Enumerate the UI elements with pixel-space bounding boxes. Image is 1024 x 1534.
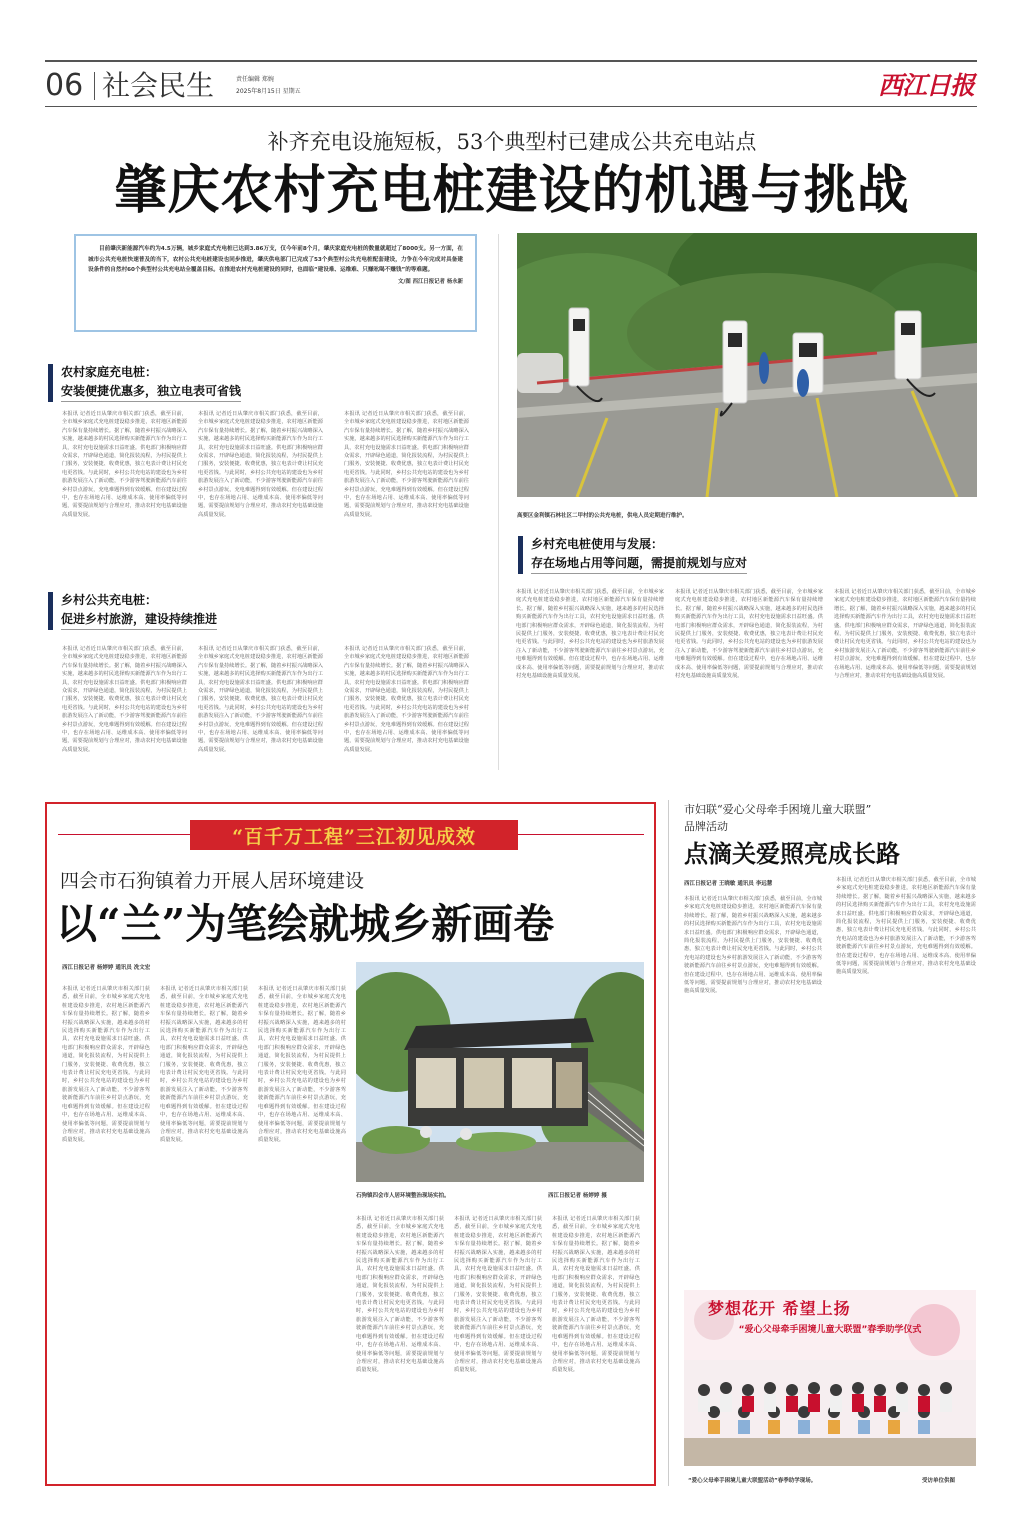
feature-col-3: 本报讯 记者近日从肇庆市相关部门获悉，截至目前，全市城乡家庭式充电桩建设稳步推进，农村地区新能源汽车保有量持续增长。据了解，随着乡村振兴战略深入实施，越来越多的村民选择购买新能源汽车作为出行工具，农村充电设施需求日益旺盛。供电部门积极响应群众需求，开辟绿色通道，简化报装流程，为村民提供上门服务，安装便捷、收费优惠，独立电表计费让村民充电更省钱。与此同时，乡村公共充电站的建设也为乡村旅游发展注入了新动能，不少游客驾驶新能源汽车前往乡村景点游玩，充电难题得到有效缓解。但在建设过程中，也存在场地占用、运维成本高、使用率偏低等问题，需要提前规划与合理应对，推动农村充电基础设施高质量发展。 (258, 986, 346, 1144)
section-head-usage-l2: 存在场地占用等问题，需提前规划与应对 (531, 555, 747, 574)
section-head-home-l1: 农村家庭充电桩： (61, 365, 158, 379)
feature-col-6: 本报讯 记者近日从肇庆市相关部门获悉，截至目前，全市城乡家庭式充电桩建设稳步推进，农村地区新能源汽车保有量持续增长。据了解，随着乡村振兴战略深入实施，越来越多的村民选择购买新能源汽车作为出行工具，农村充电设施需求日益旺盛。供电部门积极响应群众需求，开辟绿色通道，简化报装流程，为村民提供上门服务，安装便捷、收费优惠，独立电表计费让村民充电更省钱。与此同时，乡村公共充电站的建设也为乡村旅游发展注入了新动能，不少游客驾驶新能源汽车前往乡村景点游玩，充电难题得到有效缓解。但在建设过程中，也存在场地占用、运维成本高、使用率偏低等问题，需要提前规划与合理应对，推动农村充电基础设施高质量发展。 (552, 1216, 640, 1374)
date-line: 2025年8月15日 星期五 (236, 88, 301, 95)
side-photo-banner-2: “爱心父母牵手困境儿童大联盟”春季助学仪式 (738, 1325, 922, 1335)
section-head-home-l2: 安装便捷优惠多，独立电表可省钱 (61, 383, 241, 402)
lead-byline: 文/图 西江日报记者 杨永新 (397, 278, 463, 285)
editor-line: 责任编辑 郑婉 (236, 76, 274, 83)
feature-banner-line-right (518, 834, 644, 835)
lead-summary: 目前肇庆新能源汽车约为4.5万辆，城乡家庭式充电桩已达到3.86万支，仅今年前8个月，肇庆家庭充电桩的数量就超过了8000支。另一方面，在城市公共充电桩快速普及的当下，农村公共充电桩建设也同步推进，肇庆供电部门已完成了53个典型村公共充电桩配套建设，力争在今年完成对具备建设条件的自然村60个典型村公共充电站全覆盖目标。在推进农村充电桩建设的同时，也面临“建设难、运维难、只赚吆喝不赚钱”的等难题。 (88, 246, 463, 273)
section-head-usage (518, 536, 747, 574)
page-number: 06 (45, 68, 84, 103)
feature-kicker: 四会市石狗镇着力开展人居环境建设 (60, 870, 365, 892)
section-head-home (48, 364, 241, 402)
feature-banner-line-left (58, 834, 190, 835)
side-photo-credit: 受访单位供图 (922, 1478, 956, 1484)
section-head-public-l1: 乡村公共充电桩： (61, 593, 158, 607)
feature-banner (190, 820, 518, 850)
side-photo-banner-1: 梦想花开 希望上扬 (708, 1299, 851, 1318)
feature-col-4: 本报讯 记者近日从肇庆市相关部门获悉，截至目前，全市城乡家庭式充电桩建设稳步推进，农村地区新能源汽车保有量持续增长。据了解，随着乡村振兴战略深入实施，越来越多的村民选择购买新能源汽车作为出行工具，农村充电设施需求日益旺盛。供电部门积极响应群众需求，开辟绿色通道，简化报装流程，为村民提供上门服务，安装便捷、收费优惠，独立电表计费让村民充电更省钱。与此同时，乡村公共充电站的建设也为乡村旅游发展注入了新动能，不少游客驾驶新能源汽车前往乡村景点游玩，充电难题得到有效缓解。但在建设过程中，也存在场地占用、运维成本高、使用率偏低等问题，需要提前规划与合理应对，推动农村充电基础设施高质量发展。 (356, 1216, 444, 1374)
section-title: 社会民生 (102, 69, 215, 102)
masthead-divider (94, 72, 95, 100)
side-kicker-2: 品牌活动 (684, 820, 728, 833)
lead-col-7: 本报讯 记者近日从肇庆市相关部门获悉，截至目前，全市城乡家庭式充电桩建设稳步推进，农村地区新能源汽车保有量持续增长。据了解，随着乡村振兴战略深入实施，越来越多的村民选择购买新能源汽车作为出行工具，农村充电设施需求日益旺盛。供电部门积极响应群众需求，开辟绿色通道，简化报装流程，为村民提供上门服务，安装便捷、收费优惠，独立电表计费让村民充电更省钱。与此同时，乡村公共充电站的建设也为乡村旅游发展注入了新动能，不少游客驾驶新能源汽车前往乡村景点游玩，充电难题得到有效缓解。但在建设过程中，也存在场地占用、运维成本高、使用率偏低等问题，需要提前规划与合理应对，推动农村充电基础设施高质量发展。 (516, 589, 664, 680)
lead-photo-caption: 高要区金利镇石林社区二甲村的公共充电桩，供电人员定期进行维护。 (517, 513, 688, 519)
side-col-2: 本报讯 记者近日从肇庆市相关部门获悉，截至目前，全市城乡家庭式充电桩建设稳步推进，农村地区新能源汽车保有量持续增长。据了解，随着乡村振兴战略深入实施，越来越多的村民选择购买新能源汽车作为出行工具，农村充电设施需求日益旺盛。供电部门积极响应群众需求，开辟绿色通道，简化报装流程，为村民提供上门服务，安装便捷、收费优惠，独立电表计费让村民充电更省钱。与此同时，乡村公共充电站的建设也为乡村旅游发展注入了新动能，不少游客驾驶新能源汽车前往乡村景点游玩，充电难题得到有效缓解。但在建设过程中，也存在场地占用、运维成本高、使用率偏低等问题，需要提前规划与合理应对，推动农村充电基础设施高质量发展。 (836, 877, 976, 976)
masthead-top-rule (45, 60, 977, 62)
feature-photo-credit: 西江日报记者 杨婷婷 摄 (548, 1193, 607, 1199)
section-head-usage-l1: 乡村充电桩使用与发展： (531, 537, 664, 551)
lead-headline: 肇庆农村充电桩建设的机遇与挑战 (114, 160, 910, 221)
column-rule-side (668, 800, 669, 1486)
lead-col-8: 本报讯 记者近日从肇庆市相关部门获悉，截至目前，全市城乡家庭式充电桩建设稳步推进，农村地区新能源汽车保有量持续增长。据了解，随着乡村振兴战略深入实施，越来越多的村民选择购买新能源汽车作为出行工具，农村充电设施需求日益旺盛。供电部门积极响应群众需求，开辟绿色通道，简化报装流程，为村民提供上门服务，安装便捷、收费优惠，独立电表计费让村民充电更省钱。与此同时，乡村公共充电站的建设也为乡村旅游发展注入了新动能，不少游客驾驶新能源汽车前往乡村景点游玩，充电难题得到有效缓解。但在建设过程中，也存在场地占用、运维成本高、使用率偏低等问题，需要提前规划与合理应对，推动农村充电基础设施高质量发展。 (675, 589, 823, 680)
masthead-bottom-rule (45, 106, 977, 107)
lead-col-9: 本报讯 记者近日从肇庆市相关部门获悉，截至目前，全市城乡家庭式充电桩建设稳步推进，农村地区新能源汽车保有量持续增长。据了解，随着乡村振兴战略深入实施，越来越多的村民选择购买新能源汽车作为出行工具，农村充电设施需求日益旺盛。供电部门积极响应群众需求，开辟绿色通道，简化报装流程，为村民提供上门服务，安装便捷、收费优惠，独立电表计费让村民充电更省钱。与此同时，乡村公共充电站的建设也为乡村旅游发展注入了新动能，不少游客驾驶新能源汽车前往乡村景点游玩，充电难题得到有效缓解。但在建设过程中，也存在场地占用、运维成本高、使用率偏低等问题，需要提前规划与合理应对，推动农村充电基础设施高质量发展。 (834, 589, 976, 680)
section-head-public-l2: 促进乡村旅游，建设持续推进 (61, 611, 217, 630)
lead-col-1: 本报讯 记者近日从肇庆市相关部门获悉，截至目前，全市城乡家庭式充电桩建设稳步推进，农村地区新能源汽车保有量持续增长。据了解，随着乡村振兴战略深入实施，越来越多的村民选择购买新能源汽车作为出行工具，农村充电设施需求日益旺盛。供电部门积极响应群众需求，开辟绿色通道，简化报装流程，为村民提供上门服务，安装便捷、收费优惠，独立电表计费让村民充电更省钱。与此同时，乡村公共充电站的建设也为乡村旅游发展注入了新动能，不少游客驾驶新能源汽车前往乡村景点游玩，充电难题得到有效缓解。但在建设过程中，也存在场地占用、运维成本高、使用率偏低等问题，需要提前规划与合理应对，推动农村充电基础设施高质量发展。 (62, 411, 187, 518)
side-col-1: 本报讯 记者近日从肇庆市相关部门获悉，截至目前，全市城乡家庭式充电桩建设稳步推进，农村地区新能源汽车保有量持续增长。据了解，随着乡村振兴战略深入实施，越来越多的村民选择购买新能源汽车作为出行工具，农村充电设施需求日益旺盛。供电部门积极响应群众需求，开辟绿色通道，简化报装流程，为村民提供上门服务，安装便捷、收费优惠，独立电表计费让村民充电更省钱。与此同时，乡村公共充电站的建设也为乡村旅游发展注入了新动能，不少游客驾驶新能源汽车前往乡村景点游玩，充电难题得到有效缓解。但在建设过程中，也存在场地占用、运维成本高、使用率偏低等问题，需要提前规划与合理应对，推动农村充电基础设施高质量发展。 (684, 896, 822, 995)
feature-photo-caption: 石狗镇四会市人居环境整治现场实拍。 (356, 1193, 450, 1199)
feature-byline: 西江日报记者 杨婷婷 通讯员 冼文宏 (62, 965, 151, 971)
side-photo-caption: “爱心父母牵手困境儿童大联盟活动”春季助学现场。 (688, 1478, 817, 1484)
lead-col-5: 本报讯 记者近日从肇庆市相关部门获悉，截至目前，全市城乡家庭式充电桩建设稳步推进，农村地区新能源汽车保有量持续增长。据了解，随着乡村振兴战略深入实施，越来越多的村民选择购买新能源汽车作为出行工具，农村充电设施需求日益旺盛。供电部门积极响应群众需求，开辟绿色通道，简化报装流程，为村民提供上门服务，安装便捷、收费优惠，独立电表计费让村民充电更省钱。与此同时，乡村公共充电站的建设也为乡村旅游发展注入了新动能，不少游客驾驶新能源汽车前往乡村景点游玩，充电难题得到有效缓解。但在建设过程中，也存在场地占用、运维成本高、使用率偏低等问题，需要提前规划与合理应对，推动农村充电基础设施高质量发展。 (198, 646, 323, 753)
lead-col-6: 本报讯 记者近日从肇庆市相关部门获悉，截至目前，全市城乡家庭式充电桩建设稳步推进，农村地区新能源汽车保有量持续增长。据了解，随着乡村振兴战略深入实施，越来越多的村民选择购买新能源汽车作为出行工具，农村充电设施需求日益旺盛。供电部门积极响应群众需求，开辟绿色通道，简化报装流程，为村民提供上门服务，安装便捷、收费优惠，独立电表计费让村民充电更省钱。与此同时，乡村公共充电站的建设也为乡村旅游发展注入了新动能，不少游客驾驶新能源汽车前往乡村景点游玩，充电难题得到有效缓解。但在建设过程中，也存在场地占用、运维成本高、使用率偏低等问题，需要提前规划与合理应对，推动农村充电基础设施高质量发展。 (344, 646, 469, 753)
feature-col-2: 本报讯 记者近日从肇庆市相关部门获悉，截至目前，全市城乡家庭式充电桩建设稳步推进，农村地区新能源汽车保有量持续增长。据了解，随着乡村振兴战略深入实施，越来越多的村民选择购买新能源汽车作为出行工具，农村充电设施需求日益旺盛。供电部门积极响应群众需求，开辟绿色通道，简化报装流程，为村民提供上门服务，安装便捷、收费优惠，独立电表计费让村民充电更省钱。与此同时，乡村公共充电站的建设也为乡村旅游发展注入了新动能，不少游客驾驶新能源汽车前往乡村景点游玩，充电难题得到有效缓解。但在建设过程中，也存在场地占用、运维成本高、使用率偏低等问题，需要提前规划与合理应对，推动农村充电基础设施高质量发展。 (160, 986, 248, 1144)
column-rule-main (498, 234, 499, 770)
feature-col-5: 本报讯 记者近日从肇庆市相关部门获悉，截至目前，全市城乡家庭式充电桩建设稳步推进，农村地区新能源汽车保有量持续增长。据了解，随着乡村振兴战略深入实施，越来越多的村民选择购买新能源汽车作为出行工具，农村充电设施需求日益旺盛。供电部门积极响应群众需求，开辟绿色通道，简化报装流程，为村民提供上门服务，安装便捷、收费优惠，独立电表计费让村民充电更省钱。与此同时，乡村公共充电站的建设也为乡村旅游发展注入了新动能，不少游客驾驶新能源汽车前往乡村景点游玩，充电难题得到有效缓解。但在建设过程中，也存在场地占用、运维成本高、使用率偏低等问题，需要提前规划与合理应对，推动农村充电基础设施高质量发展。 (454, 1216, 542, 1374)
feature-col-1: 本报讯 记者近日从肇庆市相关部门获悉，截至目前，全市城乡家庭式充电桩建设稳步推进，农村地区新能源汽车保有量持续增长。据了解，随着乡村振兴战略深入实施，越来越多的村民选择购买新能源汽车作为出行工具，农村充电设施需求日益旺盛。供电部门积极响应群众需求，开辟绿色通道，简化报装流程，为村民提供上门服务，安装便捷、收费优惠，独立电表计费让村民充电更省钱。与此同时，乡村公共充电站的建设也为乡村旅游发展注入了新动能，不少游客驾驶新能源汽车前往乡村景点游玩，充电难题得到有效缓解。但在建设过程中，也存在场地占用、运维成本高、使用率偏低等问题，需要提前规划与合理应对，推动农村充电基础设施高质量发展。 (62, 986, 150, 1144)
feature-photo (356, 962, 644, 1182)
paper-logo: 西江日报 (878, 71, 975, 100)
lead-summary-box (74, 234, 477, 332)
lead-col-4: 本报讯 记者近日从肇庆市相关部门获悉，截至目前，全市城乡家庭式充电桩建设稳步推进，农村地区新能源汽车保有量持续增长。据了解，随着乡村振兴战略深入实施，越来越多的村民选择购买新能源汽车作为出行工具，农村充电设施需求日益旺盛。供电部门积极响应群众需求，开辟绿色通道，简化报装流程，为村民提供上门服务，安装便捷、收费优惠，独立电表计费让村民充电更省钱。与此同时，乡村公共充电站的建设也为乡村旅游发展注入了新动能，不少游客驾驶新能源汽车前往乡村景点游玩，充电难题得到有效缓解。但在建设过程中，也存在场地占用、运维成本高、使用率偏低等问题，需要提前规划与合理应对，推动农村充电基础设施高质量发展。 (62, 646, 187, 753)
feature-banner-text: “百千万工程”三江初见成效 (232, 825, 476, 848)
side-headline: 点滴关爱照亮成长路 (684, 839, 900, 868)
section-head-public (48, 592, 217, 630)
side-byline: 西江日报记者 王晓敏 通讯员 李远慧 (684, 881, 773, 887)
lead-col-3: 本报讯 记者近日从肇庆市相关部门获悉，截至目前，全市城乡家庭式充电桩建设稳步推进，农村地区新能源汽车保有量持续增长。据了解，随着乡村振兴战略深入实施，越来越多的村民选择购买新能源汽车作为出行工具，农村充电设施需求日益旺盛。供电部门积极响应群众需求，开辟绿色通道，简化报装流程，为村民提供上门服务，安装便捷、收费优惠，独立电表计费让村民充电更省钱。与此同时，乡村公共充电站的建设也为乡村旅游发展注入了新动能，不少游客驾驶新能源汽车前往乡村景点游玩，充电难题得到有效缓解。但在建设过程中，也存在场地占用、运维成本高、使用率偏低等问题，需要提前规划与合理应对，推动农村充电基础设施高质量发展。 (344, 411, 469, 518)
charging-station-illustration (517, 233, 977, 497)
village-pavilion-illustration (356, 962, 644, 1182)
feature-headline: 以“兰”为笔绘就城乡新画卷 (56, 900, 555, 948)
lead-kicker: 补齐充电设施短板，53个典型村已建成公共充电站点 (267, 130, 757, 154)
side-kicker-1: 市妇联“爱心父母牵手困境儿童大联盟” (684, 803, 872, 816)
lead-photo (517, 233, 977, 497)
lead-col-2: 本报讯 记者近日从肇庆市相关部门获悉，截至目前，全市城乡家庭式充电桩建设稳步推进，农村地区新能源汽车保有量持续增长。据了解，随着乡村振兴战略深入实施，越来越多的村民选择购买新能源汽车作为出行工具，农村充电设施需求日益旺盛。供电部门积极响应群众需求，开辟绿色通道，简化报装流程，为村民提供上门服务，安装便捷、收费优惠，独立电表计费让村民充电更省钱。与此同时，乡村公共充电站的建设也为乡村旅游发展注入了新动能，不少游客驾驶新能源汽车前往乡村景点游玩，充电难题得到有效缓解。但在建设过程中，也存在场地占用、运维成本高、使用率偏低等问题，需要提前规划与合理应对，推动农村充电基础设施高质量发展。 (198, 411, 323, 518)
